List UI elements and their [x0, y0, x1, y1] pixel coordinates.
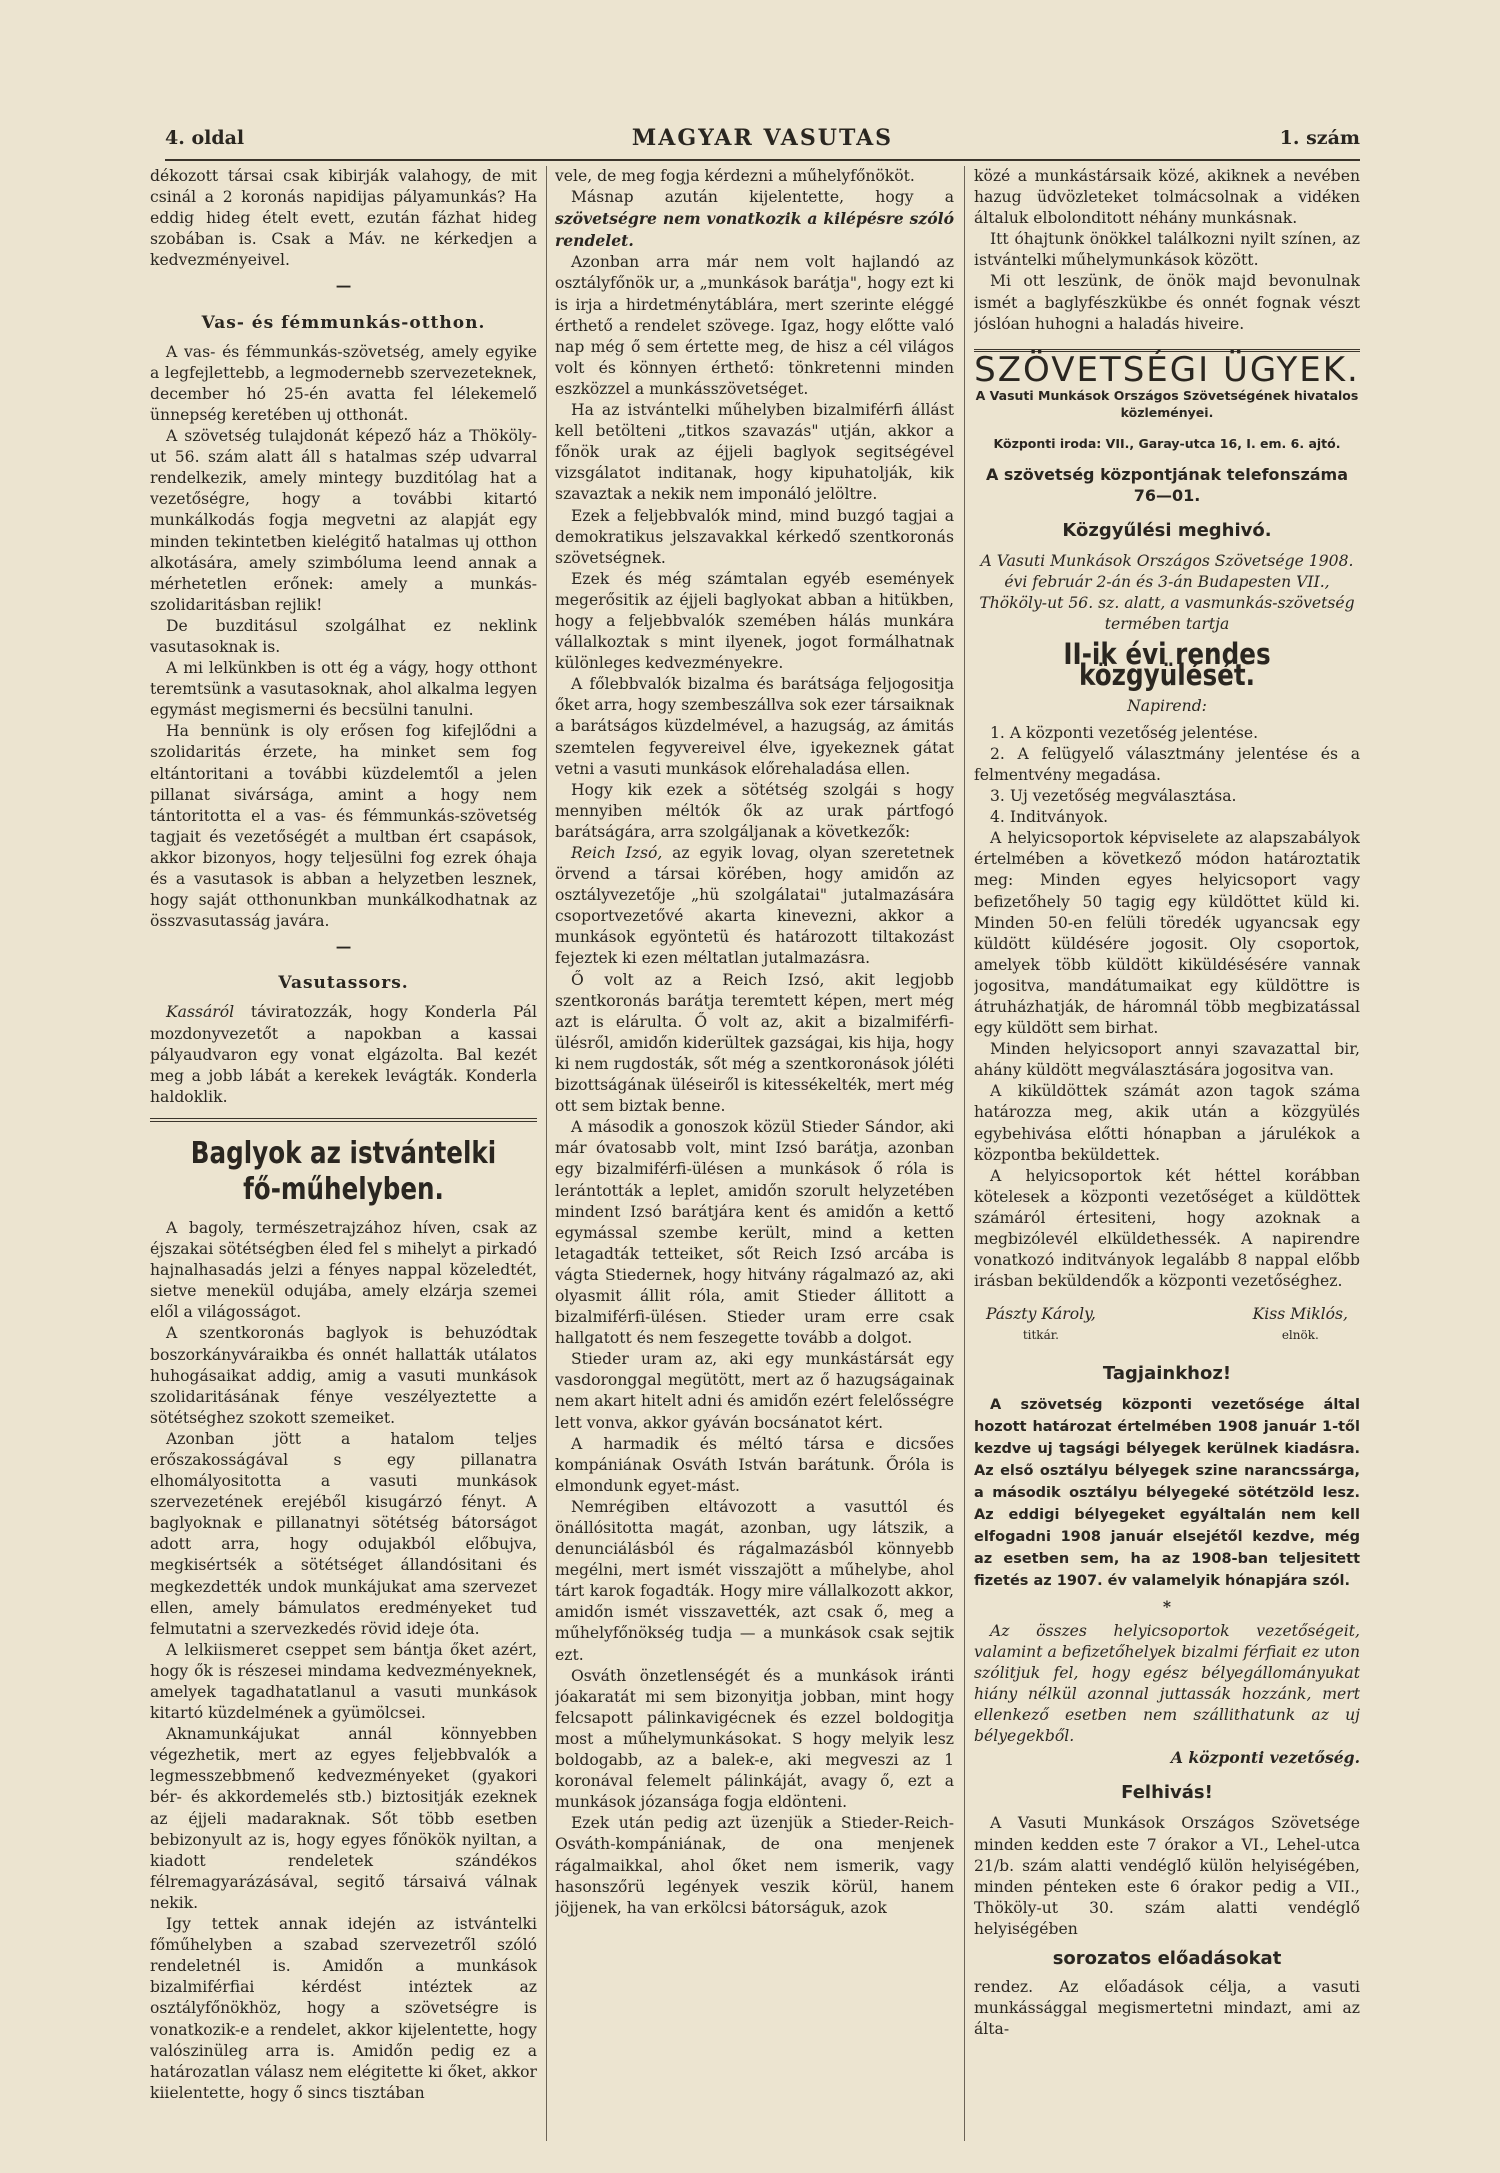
paragraph: Ha bennünk is oly erősen fog kifejlődni a szolidaritás érzete, ha minket sem fog eltántoritani a további küzdelemtől a jelen pillanat sivársága, amint a hogy nem tántoritotta el a vas- és fémmunkás-szövetség tagjait és vezetőségét a multban ért csapások, akkor bizonyos, hogy teljesülni fog ezrek óhaja és a vasutasok is abban a helyzetben lesznek, hogy saját otthonunkban munkálkodhatnak az összvasutasság javára. [150, 722, 537, 931]
signer-role: titkár. [1022, 1328, 1059, 1343]
paragraph-text: táviratozzák, hogy Konderla Pál mozdonyvezetőt a napokban a kassai pályaudvaron egy vonat elgázolta. Bal kezét meg a jobb lábát a kerekek levágták. Konderla haldoklik. [150, 1003, 537, 1106]
place-name: Kassáról [166, 1003, 235, 1022]
divider-dash: — [335, 276, 352, 296]
paragraph: Nemrégiben eltávozott a vasuttól és önállósitotta magát, azonban, ugy látszik, a denunciálásból és rágalmazásból könnyebb megélni, mert ismét visszajött a műhelybe, ahol tárt karok fogadták. Hogy mire vállalkozott akkor, amidőn ismét visszavették, azt csak ő, meg a műhelyfőnökség tudja — a munkások csak sejtik ezt. [555, 1497, 954, 1664]
signer-name: Kiss Miklós, [1252, 1305, 1348, 1324]
signature-secretary [986, 1304, 1096, 1346]
paragraph: A vas- és fémmunkás-szövetség, amely egyike a legfejlettebb, a legmodernebb szervezeteknek, december hó 25-én avatta fel lélekemelő ünnepség keretében uj otthonát. [150, 342, 537, 424]
paragraph: Ezek és még számtalan egyéb események megerősitik az éjjeli baglyokat abban a hitükben, hogy a feljebbvalók szemében hálás munkára vállalkoztak s mint ilyenek, jogot formálhatnak különleges kedvezményekre. [555, 569, 954, 673]
paragraph: A szentkoronás baglyok is behuzódtak boszorkányváraikba és onnét hallatták utálatos huhogásaikat addig, amig a vasuti munkások szolidaritásának fénye veszélyeztette a sötétséghez szokott szemeiket. [150, 1324, 537, 1427]
office-address: Központi iroda: VII., Garay-utca 16, I. em. 6. ajtó. [993, 435, 1341, 451]
paragraph: Ezek után pedig azt üzenjük a Stieder-Reich-Osváth-kompániának, de ona menjenek rágalmaikkal, ahol őket nem ismerik, vagy hasonszőrü legények veszik körül, hanem jöjjenek, ha van erkölcsi bátorságuk, azok [555, 1814, 954, 1917]
divider-dash: — [335, 937, 352, 957]
invitation-text: A Vasuti Munkások Országos Szövetsége 1908. évi február 2-án és 3-án Budapesten VII., Thököly-ut 56. sz. alatt, a vasmunkás-szövetség termében tartja [979, 552, 1355, 634]
phone-number: A szövetség központjának telefonszáma 76—01. [985, 464, 1349, 505]
section-subtitle: A Vasuti Munkások Országos Szövetségének hivatalos közleményei. [975, 387, 1359, 420]
paragraph-text: az egyik lovag, olyan szeretetnek örvend a társai körében, hogy amidőn az osztályvezetője „hü szolgálatai" jutalmazására csoportvezetővé akarta kinevezni, akkor a munkások egyöntetü és határozott tiltakozást fejeztek ki ezen méltatlan jutalmazásra. [555, 844, 954, 968]
paragraph: Itt óhajtunk önökkel találkozni nyilt színen, az istvántelki műhelymunkások között. [974, 230, 1360, 270]
paragraph: Ezek a feljebbvalók mind, mind buzgó tagjai a demokratikus jelszavakkal kérkedő szentkoronás szövetségnek. [555, 506, 954, 567]
paragraph: Azonban jött a hatalom teljes erőszakosságával s egy pillanatra elhomályositotta a vasuti munkások szervezetének erejéből kisugárzó fényt. A baglyoknak e pillanatnyi sötétség bátorságot adott arra, hogy odujakból előbujva, megkisértsék a sötétséget állandósitani és megkezdették undok munkájukat ama szervezet ellen, amely bámulatos eredményeket tud felmutatni a szervezkedés rövid ideje óta. [150, 1429, 537, 1638]
paragraph: A bagoly, természetrajzához híven, csak az éjszakai sötétségben éled fel s mihelyt a pirkadó hajnalhasadás jelzi a fényes nappal közeledtét, sietve menekül odujába, amely elzárja szemei elől a világosságot. [150, 1218, 537, 1322]
page-header [165, 125, 1360, 161]
paragraph: A főlebbvalók bizalma és barátsága feljogositja őket arra, hogy szembeszállva sok ezer társaiknak a barátságos küzdelmével, a hazugság, az ámitás szemtelen fegyvereivel élve, igyekeznek gátat vetni a vasuti munkások előrehaladása ellen. [555, 675, 954, 778]
agenda-item: 1. A központi vezetőség jelentése. [990, 723, 1259, 742]
signer-role: elnök. [1281, 1328, 1319, 1343]
paragraph [150, 1002, 537, 1107]
paragraph: Stieder uram az, aki egy munkástársát egy vasdoronggal megütött, mert az ő hazugságainak nem akart hitelt adni és amidőn ezért felelősségre lett vonva, akkor gyáván bocsánatot kért. [555, 1350, 954, 1432]
lecture-title: sorozatos előadásokat [1052, 1948, 1282, 1969]
paragraph-text: Másnap azután kijelentette, hogy a [571, 188, 954, 207]
paragraph: A második a gonoszok közül Stieder Sándor, aki már óvatosabb volt, mint Izsó barátja, azonban egy bizalmiférfi-ülésen a munkások ő róla is lerántották a leplet, amidőn szorult helyzetében mindent Izsó barátjára kent és amidőn a kettő egymással szembe került, mind a ketten letagadták tetteiket, sőt Reich Izsó arcába is vágta Stiedernek, hogy hitvány rágalmazó az, aki olyasmit állit róla, amit Stieder állitott a bizalmiférfi-ülésen. Stieder uram erre csak hallgatott és nem feszegette tovább a dolgot. [555, 1118, 954, 1348]
article-title: Vas- és fémmunkás-otthon. [201, 312, 486, 333]
paragraph [555, 843, 954, 970]
paragraph: Minden helyicsoport annyi szavazattal bir, ahány küldött megválasztására jogositva van. [974, 1040, 1360, 1080]
emphasis-text: szövetségre nem vonatkozik a kilépésre szóló rendelet. [555, 209, 954, 251]
paragraph: Ha az istvántelki műhelyben bizalmiférfi állást kell betölteni „titkos szavazás" utján, akkor a főnök urak az éjjeli baglyok segitségével vizsgálatot inditanak, hogy kipuhatolják, kik szavaztak a nekik nem imponáló jelöltre. [555, 401, 954, 504]
column-rule [964, 166, 965, 2141]
paragraph: Aknamunkájukat annál könnyebben végezhetik, mert az egyes feljebbvalók a legmesszebbmenő kedvezményeket (gyakori bér- és akkordemelés stb.) biztositják ezeknek az éjjeli madaraknak. Sőt több esetben bebizonyult az is, hogy egyes főnökök nyiltan, a kiadott rendeletek szándékos félremagyarázásával, segitő társaivá válnak nekik. [150, 1725, 537, 1912]
call-title: Felhivás! [1121, 1782, 1213, 1804]
paragraph: A harmadik és méltó társa e dicsőes kompániának Osváth István barátunk. Őróla is elmondunk egyet-mást. [555, 1434, 954, 1495]
divider-star: * [1162, 1596, 1172, 1616]
paragraph: rendez. Az előadások célja, a vasuti munkássággal megismertetni mindazt, ami az álta- [974, 1978, 1360, 2039]
signature-president [1253, 1304, 1348, 1346]
paragraph: Ő volt az a Reich Izsó, akit legjobb szentkoronás barátja teremtett képen, mert még azt is elárulta. Ő volt az, akit a bizalmiférfi-ülésről, amidőn kiderültek gazságai, kis hija, hogy ki nem rugdosták, sőt még a szentkoronások jóléti bizottságának üléseiről is kitessékelték, mert még ott sem biztak benne. [555, 970, 954, 1116]
paragraph: A mi lelkünkben is ott ég a vágy, hogy otthont teremtsünk a vasutasoknak, ahol alkalma legyen egymást megismerni és becsülni tanulni. [150, 659, 537, 720]
signer-name: Pászty Károly, [986, 1305, 1096, 1324]
agenda-item: 3. Uj vezetőség megválasztása. [990, 787, 1237, 806]
agenda-item: 2. A felügyelő választmány jelentése és a felmentvény megadása. [974, 744, 1360, 784]
paragraph [555, 187, 954, 252]
notice-title: Tagjainkhoz! [1102, 1362, 1232, 1384]
paragraph: A helyicsoportok két héttel korábban kötelesek a központi vezetőséget a küldöttek számáról értesiteni, hogy azoknak a megbizólevél elküldethessék. A napirendre vonatkozó inditványok legalább 8 nappal előbb irásban beküldendők a központi vezetőséghez. [974, 1166, 1360, 1291]
paragraph: Azonban arra már nem volt hajlandó az osztályfőnök ur, a „munkások barátja", hogy ezt ki is irja a hirdetménytáblára, mert szerinte eléggé érthető a rendelet szövege. Igaz, hogy előtte való nap még ő sem értette meg, de hisz a cél világos volt és könnyen érthető: tönkretenni minden eszközzel a munkásszövetséget. [555, 253, 954, 398]
section-rule [150, 1118, 537, 1122]
column-rule [546, 166, 547, 2141]
column-3 [974, 166, 1360, 2141]
notice-signature: A központi vezetőség. [1170, 1748, 1360, 1768]
paragraph: A szövetség központi vezetősége által hozott határozat értelmében 1908 január 1-től kezdve uj tagsági bélyegek kerülnek kiadásra. Az első osztályu bélyegek szine narancssárga, a második osztályu bélyegeké sötétzöld lesz. Az eddigi bélyegeket egyáltalán nem kell elfogadni 1908 január elsejétől kezdve, még az esetben sem, ha az 1908-ban teljesitett fizetés az 1907. év valamelyik hónapjára szól. [974, 1396, 1360, 1589]
paragraph: A Vasuti Munkások Országos Szövetsége minden kedden este 7 órakor a VI., Lehel-utca 21/b. szám alatti vendéglő külön helyiségében, minden pénteken este 6 órakor pedig a VII., Thököly-ut 30. szám alatti vendéglő helyiségében [974, 1814, 1360, 1938]
article-title: Vasutassors. [278, 973, 409, 994]
meeting-headline: II-ik évi rendes közgyülését. [1063, 636, 1271, 692]
paragraph: Osváth önzetlenségét és a munkások iránti jóakaratát mi sem bizonyitja jobban, mint hogy felcsapott pálinkavigécnek és ezzel boldogitja most a műhelymunkásokat. S hogy melyik lesz boldogabb, az a balek-e, aki megveszi az 1 koronával felemelt pálinkáját, avagy ő, ezt a munkások józansága fogja eldönteni. [555, 1666, 954, 1812]
paragraph: dékozott társai csak kibirják valahogy, de mit csinál a 2 koronás napidijas pályamunkás? Ha eddig hideg ételt evett, ezután fázhat hideg szobában is. Csak a Máv. ne kérkedjen a kedvezményeivel. [150, 167, 537, 270]
paragraph: De buzditásul szolgálhat ez neklink vasutasoknak is. [150, 616, 537, 656]
paragraph: Mi ott leszünk, de önök majd bevonulnak ismét a baglyfészkükbe és onnét fognak vészt jóslóan huhogni a haladás hiveire. [974, 272, 1360, 333]
newspaper-title: MAGYAR VASUTAS [631, 125, 894, 151]
article-headline: Baglyok az istvántelki fő-műhelyben. [190, 1135, 497, 1207]
page-number: 4. oldal [165, 127, 245, 149]
paragraph: vele, de meg fogja kérdezni a műhelyfőnököt. [555, 167, 915, 185]
paragraph: Hogy kik ezek a sötétség szolgái s hogy mennyiben méltók ők az urak pártfogó barátságára, arra szolgáljanak a következők: [555, 780, 954, 841]
signatures [974, 1304, 1360, 1346]
meeting-title: Közgyűlési meghivó. [1062, 520, 1272, 542]
paragraph: Az összes helyicsoportok vezetőségeit, valamint a befizetőhelyek bizalmi férfiait ez uton szólitjuk fel, hogy egész bélyegállományukat hiány nélkül azonnal juttassák hozzánk, mert ellenkező esetben nem szállithatunk az uj bélyegekből. [974, 1621, 1360, 1746]
agenda-item: 4. Inditványok. [990, 808, 1109, 827]
paragraph: A lelkiismeret cseppet sem bántja őket azért, hogy ők is részesei mindama kedvezményeknek, amelyek tagadhatatlanul a vasuti munkások kitartó küzdelmének a gyümölcsei. [150, 1640, 537, 1723]
column-2 [555, 166, 954, 2141]
issue-number: 1. szám [1279, 127, 1360, 149]
paragraph: A kiküldöttek számát azon tagok száma határozza meg, akik után a közgyülés egybehivása előtti hónapban a járulékok a központba beküldettek. [974, 1082, 1360, 1164]
person-name: Reich Izsó, [571, 844, 663, 862]
paragraph: Igy tettek annak idején az istvántelki főműhelyben a szabad szervezetről szóló rendeletnél is. Amidőn a munkások bizalmiférfiai kérdést intéztek az osztályfőnökhöz, hogy a szövetségre is vonatkozik-e a rendelet, akkor kijelentette, hogy valószinüleg arra is. Amidőn pedig ez a határozatlan válasz nem elégitette ki őket, akkor kiielentette, hogy ő sincs tisztában [150, 1915, 537, 2102]
paragraph: A helyicsoportok képviselete az alapszabályok értelmében a következő módon határoztatik meg: Minden egyes helyicsoport vagy befizetőhely 50 tagig egy küldöttet küld ki. Minden 50-en felüli töredék ugyancsak egy küldött küldésére jogosit. Oly csoportok, amelyek több küldött kiküldésésére vannak jogositva, mandátumaikat egy küldöttre is átruházhatják, de háromnál több megbizatással egy küldött sem birhat. [974, 829, 1360, 1038]
section-title: SZÖVETSÉGI ÜGYEK. [974, 349, 1360, 390]
paragraph: A szövetség tulajdonát képező ház a Thököly-ut 56. szám alatt áll s hatalmas szép udvarral rendelkezik, amely mintegy buzditólag hat a vezetőségre, hogy a további kitartó munkálkodás fogja megvetni az alapját egy minden tekintetben kielégitő hatalmas uj otthon alkotására, amely szimbóluma leend annak a mérhetetlen erőnek: amely a munkás-szolidaritásban rejlik! [150, 427, 537, 614]
agenda-title: Napirend: [1127, 696, 1207, 715]
paragraph: közé a munkástársaik közé, akiknek a nevében hazug üdvözleteket tolmácsolnak a vidéken általuk elbolonditott néhány munkásnak. [974, 167, 1360, 228]
column-1 [150, 166, 537, 2141]
